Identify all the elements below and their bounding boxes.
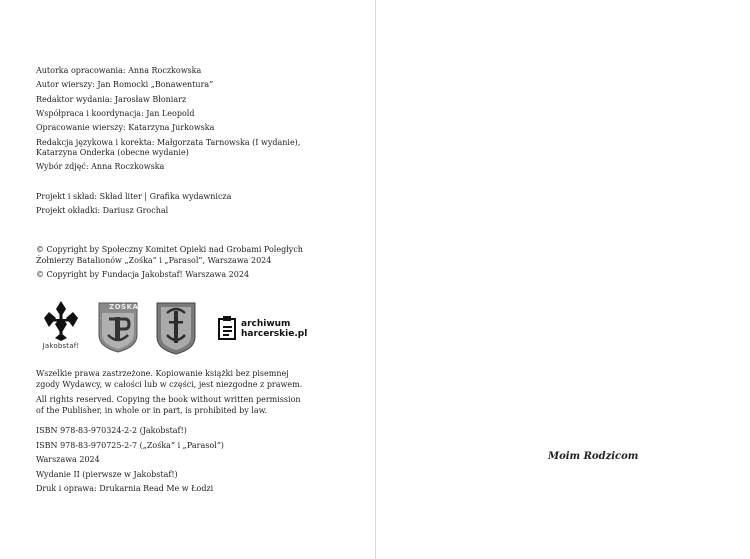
- parasol-shield-icon: [155, 301, 197, 355]
- printing-house: Druk i oprawa: Drukarnia Read Me w Łodzi: [36, 484, 214, 493]
- dedication: Moim Rodzicom: [548, 451, 639, 462]
- credit-poems-author: Autor wierszy: Jan Romocki „Bonawentura”: [36, 80, 214, 89]
- archiwum-wordmark: [241, 319, 307, 339]
- credit-proofreading-2: Katarzyna Onderka (obecne wydanie): [36, 148, 189, 157]
- archiwum-line-2: harcerskie.pl: [241, 329, 308, 339]
- zoska-label: ZOŚKA: [109, 303, 139, 311]
- edition-info: Wydanie II (pierwsze w Jakobstaf!): [36, 470, 178, 479]
- credit-photos: Wybór zdjęć: Anna Roczkowska: [36, 162, 165, 171]
- credit-editor: Redaktor wydania: Jarosław Błoniarz: [36, 95, 187, 104]
- jakobstaf-emblem-icon: [36, 300, 86, 342]
- jakobstaf-logo: [36, 300, 86, 355]
- credit-author: Autorka opracowania: Anna Roczkowska: [36, 66, 202, 75]
- rights-en-2: of the Publisher, in whole or in part, is prohibited by law.: [36, 406, 268, 415]
- rights-en-1: All rights reserved. Copying the book without written permission: [36, 395, 301, 404]
- parasol-battalion-logo: [155, 301, 197, 355]
- jakobstaf-caption: Jakobstaf!: [42, 342, 80, 350]
- isbn-zoska-parasol: ISBN 978-83-970725-2-7 („Zośka” i „Parasol”): [36, 441, 224, 450]
- archiwum-line-1: archiwum: [241, 319, 291, 329]
- zoska-battalion-logo: [97, 301, 139, 353]
- rights-pl-2: zgody Wydawcy, w całości lub w części, jest niezgodne z prawem.: [36, 380, 303, 389]
- credit-poems-editing: Opracowanie wierszy: Katarzyna Jurkowska: [36, 123, 215, 132]
- right-page: [376, 0, 750, 559]
- archive-document-icon: [217, 316, 239, 340]
- copyright-committee-2: Żołnierzy Batalionów „Zośka” i „Parasol”, Warszawa 2024: [36, 256, 272, 265]
- isbn-jakobstaf: ISBN 978-83-970324-2-2 (Jakobstaf!): [36, 426, 187, 435]
- publication-place-year: Warszawa 2024: [36, 455, 100, 464]
- credit-cover: Projekt okładki: Dariusz Grochal: [36, 206, 169, 215]
- credit-layout: Projekt i skład: Skład liter | Grafika wydawnicza: [36, 192, 232, 201]
- credit-proofreading-1: Redakcja językowa i korekta: Małgorzata Tarnowska (I wydanie),: [36, 138, 301, 147]
- archiwum-harcerskie-logo: [217, 316, 307, 342]
- rights-pl-1: Wszelkie prawa zastrzeżone. Kopiowanie książki bez pisemnej: [36, 369, 289, 378]
- credit-coordination: Współpraca i koordynacja: Jan Leopold: [36, 109, 195, 118]
- copyright-foundation: © Copyright by Fundacja Jakobstaf! Warszawa 2024: [36, 270, 250, 279]
- copyright-committee-1: © Copyright by Społeczny Komitet Opieki nad Grobami Poległych: [36, 245, 303, 254]
